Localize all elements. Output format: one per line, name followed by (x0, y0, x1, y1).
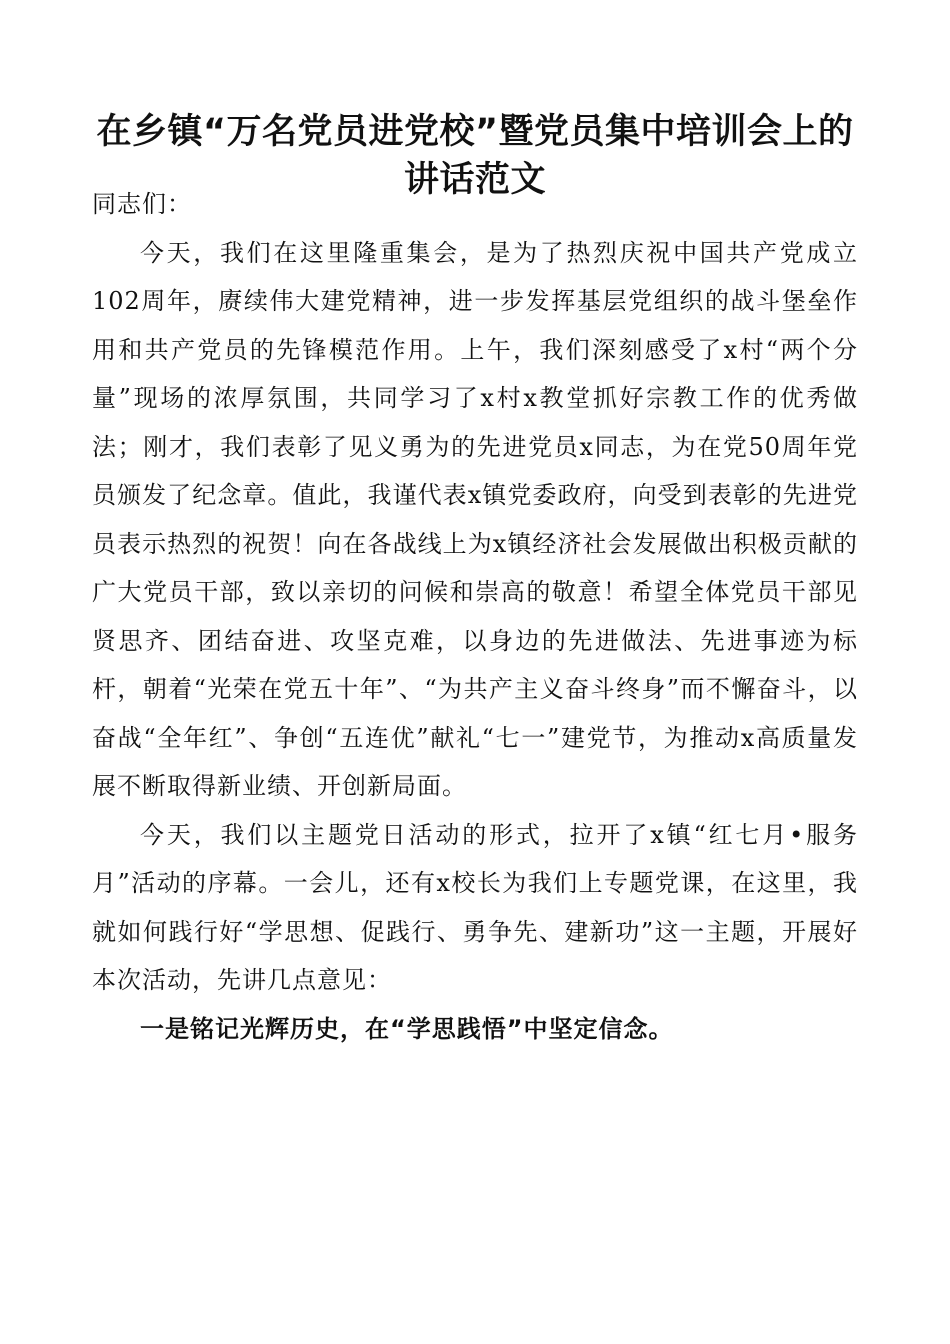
section-heading: 一是铭记光辉历史，在“学思践悟”中坚定信念。 (140, 1014, 674, 1043)
paragraph-1: 今天，我们在这里隆重集会，是为了热烈庆祝中国共产党成立102周年，赓续伟大建党精神，进一步发挥基层党组织的战斗堡垒作用和共产党员的先锋模范作用。上午，我们深刻感受了x村“两个分量”现场的浓厚氛围，共同学习了x村x教堂抓好宗教工作的优秀做法；刚才，我们表彰了见义勇为的先进党员x同志，为在党50周年党员颁发了纪念章。值此，我谨代表x镇党委政府，向受到表彰的先进党员表示热烈的祝贺！向在各战线上为x镇经济社会发展做出积极贡献的广大党员干部，致以亲切的问候和崇高的敬意！希望全体党员干部见贤思齐、团结奋进、攻坚克难，以身边的先进做法、先进事迹为标杆，朝着“光荣在党五十年”、“为共产主义奋斗终身”而不懈奋斗，以奋战“全年红”、争创“五连优”献礼“七一”建党节，为推动x高质量发展不断取得新业绩、开创新局面。 (92, 238, 858, 800)
paragraph-2: 今天，我们以主题党日活动的形式，拉开了x镇“红七月•服务月”活动的序幕。一会儿，还有x校长为我们上专题党课，在这里，我就如何践行好“学思想、促践行、勇争先、建新功”这一主题，开展好本次活动，先讲几点意见： (92, 820, 858, 994)
document-body (92, 180, 858, 1053)
salutation: 同志们： (92, 190, 192, 218)
document-title: 在乡镇“万名党员进党校”暨党员集中培训会上的讲话范文 (96, 112, 854, 200)
